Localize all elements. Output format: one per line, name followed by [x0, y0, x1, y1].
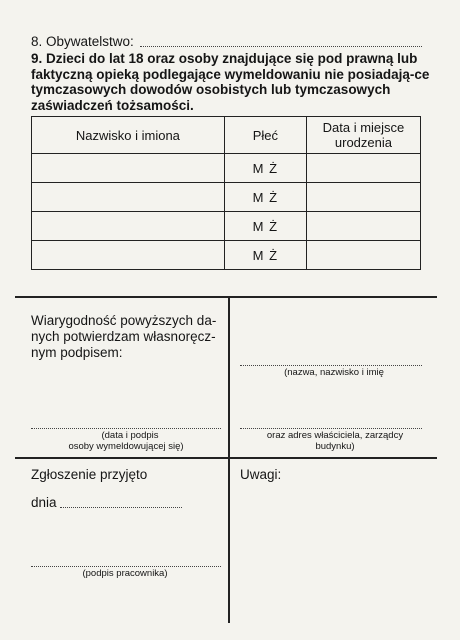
- table-row: [32, 154, 421, 183]
- birth-cell[interactable]: [306, 212, 420, 241]
- sex-cell[interactable]: M Ż: [224, 183, 306, 212]
- column-divider: [228, 297, 230, 623]
- birth-cell[interactable]: [306, 183, 420, 212]
- submission-title: Zgłoszenie przyjęto: [31, 467, 148, 482]
- signature-caption-2: osoby wymeldowującej się): [68, 441, 184, 452]
- remarks-label: Uwagi:: [240, 467, 282, 482]
- name-cell[interactable]: [32, 154, 225, 183]
- header-name: Nazwisko i imiona: [32, 117, 225, 154]
- address-caption-2: budynku): [315, 441, 355, 452]
- name-cell[interactable]: [32, 241, 225, 270]
- table-row: [32, 212, 421, 241]
- worker-caption: (podpis pracownika): [82, 568, 168, 579]
- date-label: dnia: [31, 495, 57, 510]
- owner-address-field[interactable]: [240, 428, 422, 429]
- section-divider-middle: [15, 457, 437, 459]
- address-caption-1: oraz adres właściciela, zarządcy: [266, 430, 404, 441]
- table-row: [32, 183, 421, 212]
- owner-name-field[interactable]: [240, 365, 422, 366]
- remarks-area[interactable]: [240, 485, 422, 615]
- table-row: [32, 241, 421, 270]
- section-divider-top: [15, 296, 437, 298]
- confirmation-text: Wiarygodność powyższych da-nych potwierdzam własnoręcz-nym podpisem:: [31, 313, 217, 360]
- birth-cell[interactable]: [306, 241, 420, 270]
- citizenship-field[interactable]: [140, 46, 422, 47]
- sex-cell[interactable]: M Ż: [224, 241, 306, 270]
- header-sex: Płeć: [224, 117, 306, 154]
- persons-table: [31, 116, 421, 270]
- sex-cell[interactable]: M Ż: [224, 154, 306, 183]
- sex-cell[interactable]: M Ż: [224, 212, 306, 241]
- birth-cell[interactable]: [306, 154, 420, 183]
- worker-signature-field[interactable]: [31, 566, 221, 567]
- owner-name-caption: (nazwa, nazwisko i imię: [284, 367, 384, 378]
- signature-caption-1: (data i podpis: [101, 430, 159, 441]
- name-cell[interactable]: [32, 212, 225, 241]
- children-instructions: 9. Dzieci do lat 18 oraz osoby znajdujące się pod prawną lub faktyczną opieką podlegające wymeldowaniu nie posiadają-ce tymczasowych dowodów osobistych lub tymczasowych zaświadczeń tożsamości.: [31, 51, 430, 113]
- name-cell[interactable]: [32, 183, 225, 212]
- signature-field[interactable]: [31, 428, 221, 429]
- citizenship-label: 8. Obywatelstwo:: [31, 34, 134, 49]
- header-birth: Data i miejsce urodzenia: [306, 117, 420, 154]
- date-field[interactable]: [60, 507, 182, 508]
